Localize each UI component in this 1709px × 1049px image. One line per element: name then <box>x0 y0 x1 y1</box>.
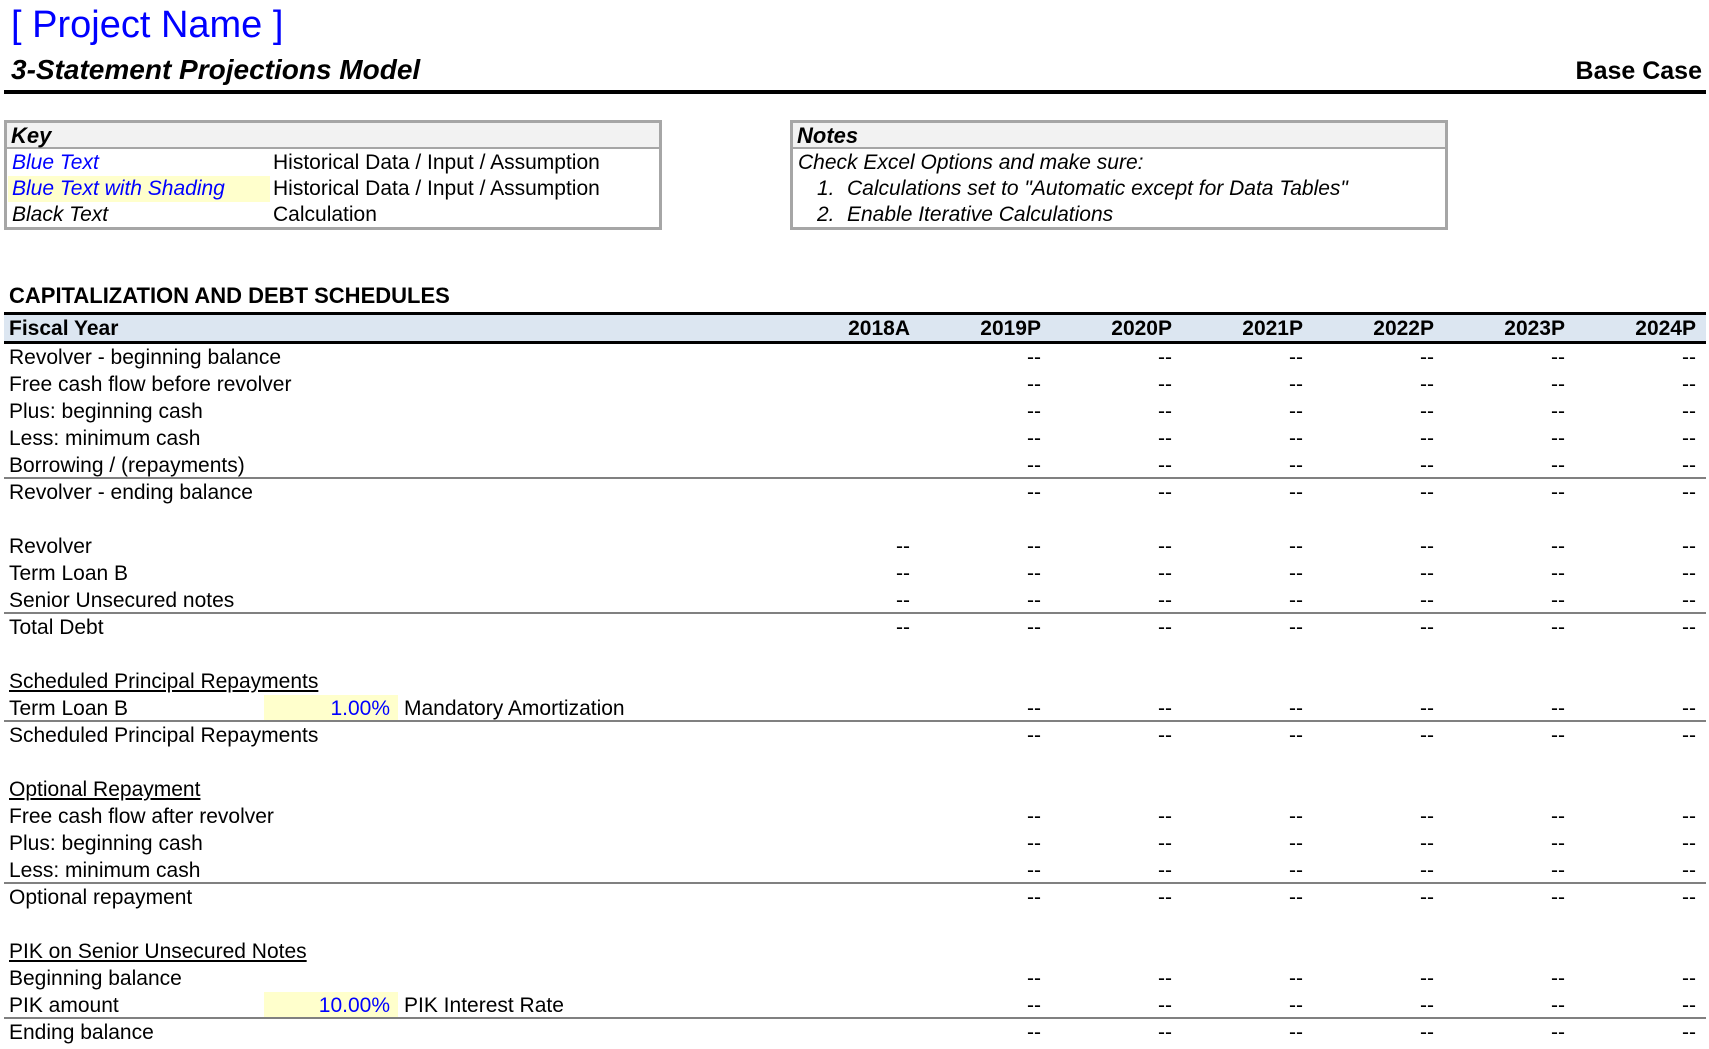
fiscal-year-label: Fiscal Year <box>9 317 119 340</box>
table-row <box>4 830 1706 857</box>
row-label: Revolver - beginning balance <box>9 346 282 369</box>
table-cell: -- <box>1027 967 1041 990</box>
table-cell: -- <box>1289 886 1303 909</box>
notes-intro: Check Excel Options and make sure: <box>798 151 1144 174</box>
table-cell: -- <box>1158 805 1172 828</box>
scenario-label: Base Case <box>1575 57 1702 85</box>
table-cell: -- <box>1289 832 1303 855</box>
project-name: [ Project Name ] <box>11 4 284 46</box>
table-cell: -- <box>1027 832 1041 855</box>
table-cell: -- <box>1289 859 1303 882</box>
table-cell: -- <box>1420 589 1434 612</box>
table-cell: -- <box>1420 697 1434 720</box>
table-cell: -- <box>1420 832 1434 855</box>
table-cell: -- <box>1551 373 1565 396</box>
year-2020p: 2020P <box>1111 317 1172 340</box>
table-cell: -- <box>1551 400 1565 423</box>
fiscal-year-header <box>4 312 1706 344</box>
table-cell: -- <box>1158 724 1172 747</box>
table-cell: -- <box>1420 373 1434 396</box>
key-meaning-blue: Historical Data / Input / Assumption <box>273 151 600 174</box>
table-row <box>4 587 1706 614</box>
table-cell: -- <box>1289 994 1303 1017</box>
table-cell: -- <box>1551 832 1565 855</box>
row-label: Revolver - ending balance <box>9 481 253 504</box>
assumption-input[interactable]: 1.00% <box>264 695 398 722</box>
table-cell: -- <box>1158 859 1172 882</box>
table-cell: -- <box>896 589 910 612</box>
notes-box <box>790 120 1448 230</box>
table-cell: -- <box>1027 562 1041 585</box>
table-cell: -- <box>1682 481 1696 504</box>
table-cell: -- <box>1420 616 1434 639</box>
table-cell: -- <box>1420 967 1434 990</box>
table-cell: -- <box>1682 427 1696 450</box>
table-cell: -- <box>1682 373 1696 396</box>
assumption-note: PIK Interest Rate <box>404 994 564 1017</box>
table-cell: -- <box>1289 535 1303 558</box>
table-cell: -- <box>1682 832 1696 855</box>
table-row <box>4 668 1706 695</box>
table-cell: -- <box>1027 886 1041 909</box>
row-label: Less: minimum cash <box>9 427 201 450</box>
notes-box-header <box>793 123 1445 149</box>
table-cell: -- <box>896 562 910 585</box>
table-cell: -- <box>1682 697 1696 720</box>
table-row <box>4 857 1706 884</box>
table-cell: -- <box>1158 400 1172 423</box>
table-row <box>4 992 1706 1019</box>
table-cell: -- <box>1551 859 1565 882</box>
table-cell: -- <box>1551 886 1565 909</box>
year-2021p: 2021P <box>1242 317 1303 340</box>
table-cell: -- <box>1682 805 1696 828</box>
table-row <box>4 803 1706 830</box>
section-title: CAPITALIZATION AND DEBT SCHEDULES <box>9 283 450 308</box>
table-cell: -- <box>1289 697 1303 720</box>
table-row <box>4 398 1706 425</box>
table-cell: -- <box>1682 859 1696 882</box>
table-cell: -- <box>1158 967 1172 990</box>
table-cell: -- <box>1682 454 1696 477</box>
row-label: Senior Unsecured notes <box>9 589 235 612</box>
header-divider <box>4 90 1706 94</box>
table-cell: -- <box>1158 427 1172 450</box>
table-cell: -- <box>1289 400 1303 423</box>
row-label: Free cash flow after revolver <box>9 805 274 828</box>
table-cell: -- <box>1158 832 1172 855</box>
table-cell: -- <box>1682 616 1696 639</box>
key-box-header <box>7 123 659 149</box>
table-cell: -- <box>1420 400 1434 423</box>
table-row <box>4 720 1706 749</box>
table-cell: -- <box>1027 400 1041 423</box>
table-cell: -- <box>1289 346 1303 369</box>
table-row <box>4 533 1706 560</box>
table-cell: -- <box>1551 616 1565 639</box>
table-row <box>4 776 1706 803</box>
table-cell: -- <box>1551 1021 1565 1044</box>
table-cell: -- <box>1158 535 1172 558</box>
table-row <box>4 938 1706 965</box>
table-cell: -- <box>1158 994 1172 1017</box>
row-label: Less: minimum cash <box>9 859 201 882</box>
table-cell: -- <box>1289 724 1303 747</box>
table-cell: -- <box>1551 994 1565 1017</box>
table-cell: -- <box>1682 400 1696 423</box>
year-2018a: 2018A <box>848 317 910 340</box>
table-cell: -- <box>1551 346 1565 369</box>
table-cell: -- <box>1682 724 1696 747</box>
table-row <box>4 344 1706 371</box>
table-cell: -- <box>1420 1021 1434 1044</box>
row-label: Plus: beginning cash <box>9 400 203 423</box>
year-2023p: 2023P <box>1504 317 1565 340</box>
table-cell: -- <box>1027 346 1041 369</box>
table-cell: -- <box>1420 535 1434 558</box>
table-cell: -- <box>1027 616 1041 639</box>
table-cell: -- <box>1289 427 1303 450</box>
table-cell: -- <box>1289 562 1303 585</box>
table-cell: -- <box>1289 1021 1303 1044</box>
table-cell: -- <box>1158 1021 1172 1044</box>
notes-box-title: Notes <box>797 123 859 148</box>
assumption-note: Mandatory Amortization <box>404 697 625 720</box>
table-cell: -- <box>1551 562 1565 585</box>
table-cell: -- <box>1682 1021 1696 1044</box>
table-cell: -- <box>1551 481 1565 504</box>
table-cell: -- <box>1420 886 1434 909</box>
row-label: Borrowing / (repayments) <box>9 454 245 477</box>
table-cell: -- <box>1551 697 1565 720</box>
key-box <box>4 120 662 230</box>
table-cell: -- <box>1682 346 1696 369</box>
table-cell: -- <box>1420 481 1434 504</box>
key-style-blue-shaded: Blue Text with Shading <box>8 176 270 202</box>
table-cell: -- <box>1158 562 1172 585</box>
table-cell: -- <box>1420 994 1434 1017</box>
table-cell: -- <box>1682 589 1696 612</box>
row-label: Term Loan B <box>9 697 129 720</box>
notes-item-2-text: Enable Iterative Calculations <box>847 203 1114 226</box>
row-label: Optional repayment <box>9 886 193 909</box>
table-cell: -- <box>1027 805 1041 828</box>
table-cell: -- <box>1027 589 1041 612</box>
row-label: Free cash flow before revolver <box>9 373 292 396</box>
table-row <box>4 477 1706 506</box>
table-cell: -- <box>1420 805 1434 828</box>
table-row <box>4 1017 1706 1046</box>
table-cell: -- <box>1158 481 1172 504</box>
notes-item-1-text: Calculations set to "Automatic except for Data Tables" <box>847 177 1348 200</box>
table-cell: -- <box>1551 724 1565 747</box>
table-cell: -- <box>1027 373 1041 396</box>
table-cell: -- <box>1682 562 1696 585</box>
subsection-title: Optional Repayment <box>9 778 201 801</box>
row-label: Ending balance <box>9 1021 154 1044</box>
year-2019p: 2019P <box>980 317 1041 340</box>
subsection-title: PIK on Senior Unsecured Notes <box>9 940 307 963</box>
table-cell: -- <box>1027 724 1041 747</box>
year-2024p: 2024P <box>1635 317 1696 340</box>
key-box-title: Key <box>11 123 52 148</box>
table-cell: -- <box>1682 967 1696 990</box>
table-cell: -- <box>1551 967 1565 990</box>
table-cell: -- <box>1027 994 1041 1017</box>
table-row <box>4 452 1706 479</box>
table-row <box>4 560 1706 587</box>
row-label: Total Debt <box>9 616 104 639</box>
table-row <box>4 371 1706 398</box>
row-label: Scheduled Principal Repayments <box>9 724 319 747</box>
table-cell: -- <box>1158 616 1172 639</box>
table-row <box>4 425 1706 452</box>
year-2022p: 2022P <box>1373 317 1434 340</box>
model-title: 3-Statement Projections Model <box>11 54 421 85</box>
table-cell: -- <box>1420 724 1434 747</box>
table-cell: -- <box>1289 481 1303 504</box>
table-cell: -- <box>1027 859 1041 882</box>
table-cell: -- <box>1027 1021 1041 1044</box>
row-label: Plus: beginning cash <box>9 832 203 855</box>
table-cell: -- <box>896 616 910 639</box>
table-row <box>4 882 1706 911</box>
table-cell: -- <box>1158 346 1172 369</box>
table-row <box>4 612 1706 641</box>
table-row <box>4 965 1706 992</box>
row-label: PIK amount <box>9 994 119 1017</box>
table-cell: -- <box>1289 373 1303 396</box>
table-cell: -- <box>1551 454 1565 477</box>
table-cell: -- <box>1551 805 1565 828</box>
table-cell: -- <box>1289 967 1303 990</box>
table-cell: -- <box>1027 535 1041 558</box>
assumption-input[interactable]: 10.00% <box>264 992 398 1019</box>
row-label: Revolver <box>9 535 92 558</box>
table-cell: -- <box>1289 616 1303 639</box>
notes-item-1-num: 1. <box>817 177 835 200</box>
table-cell: -- <box>1158 886 1172 909</box>
key-style-blue: Blue Text <box>12 151 99 174</box>
row-label: Term Loan B <box>9 562 129 585</box>
table-cell: -- <box>1551 427 1565 450</box>
table-cell: -- <box>1420 346 1434 369</box>
table-cell: -- <box>1420 859 1434 882</box>
table-cell: -- <box>1289 805 1303 828</box>
table-cell: -- <box>1158 589 1172 612</box>
key-meaning-black: Calculation <box>273 203 377 226</box>
table-cell: -- <box>1158 373 1172 396</box>
row-label: Beginning balance <box>9 967 182 990</box>
key-meaning-blue-shaded: Historical Data / Input / Assumption <box>273 177 600 200</box>
table-cell: -- <box>1682 994 1696 1017</box>
table-cell: -- <box>1420 454 1434 477</box>
table-cell: -- <box>1027 454 1041 477</box>
table-cell: -- <box>1551 589 1565 612</box>
table-row <box>4 695 1706 722</box>
table-cell: -- <box>1027 481 1041 504</box>
notes-item-2-num: 2. <box>817 203 835 226</box>
key-style-black: Black Text <box>12 203 109 226</box>
table-cell: -- <box>1682 886 1696 909</box>
table-cell: -- <box>1551 535 1565 558</box>
table-cell: -- <box>1027 697 1041 720</box>
table-cell: -- <box>1420 427 1434 450</box>
table-cell: -- <box>1682 535 1696 558</box>
table-cell: -- <box>1289 589 1303 612</box>
table-cell: -- <box>1027 427 1041 450</box>
subsection-title: Scheduled Principal Repayments <box>9 670 319 693</box>
table-cell: -- <box>1420 562 1434 585</box>
table-cell: -- <box>1158 697 1172 720</box>
table-cell: -- <box>1289 454 1303 477</box>
table-cell: -- <box>896 535 910 558</box>
table-cell: -- <box>1158 454 1172 477</box>
